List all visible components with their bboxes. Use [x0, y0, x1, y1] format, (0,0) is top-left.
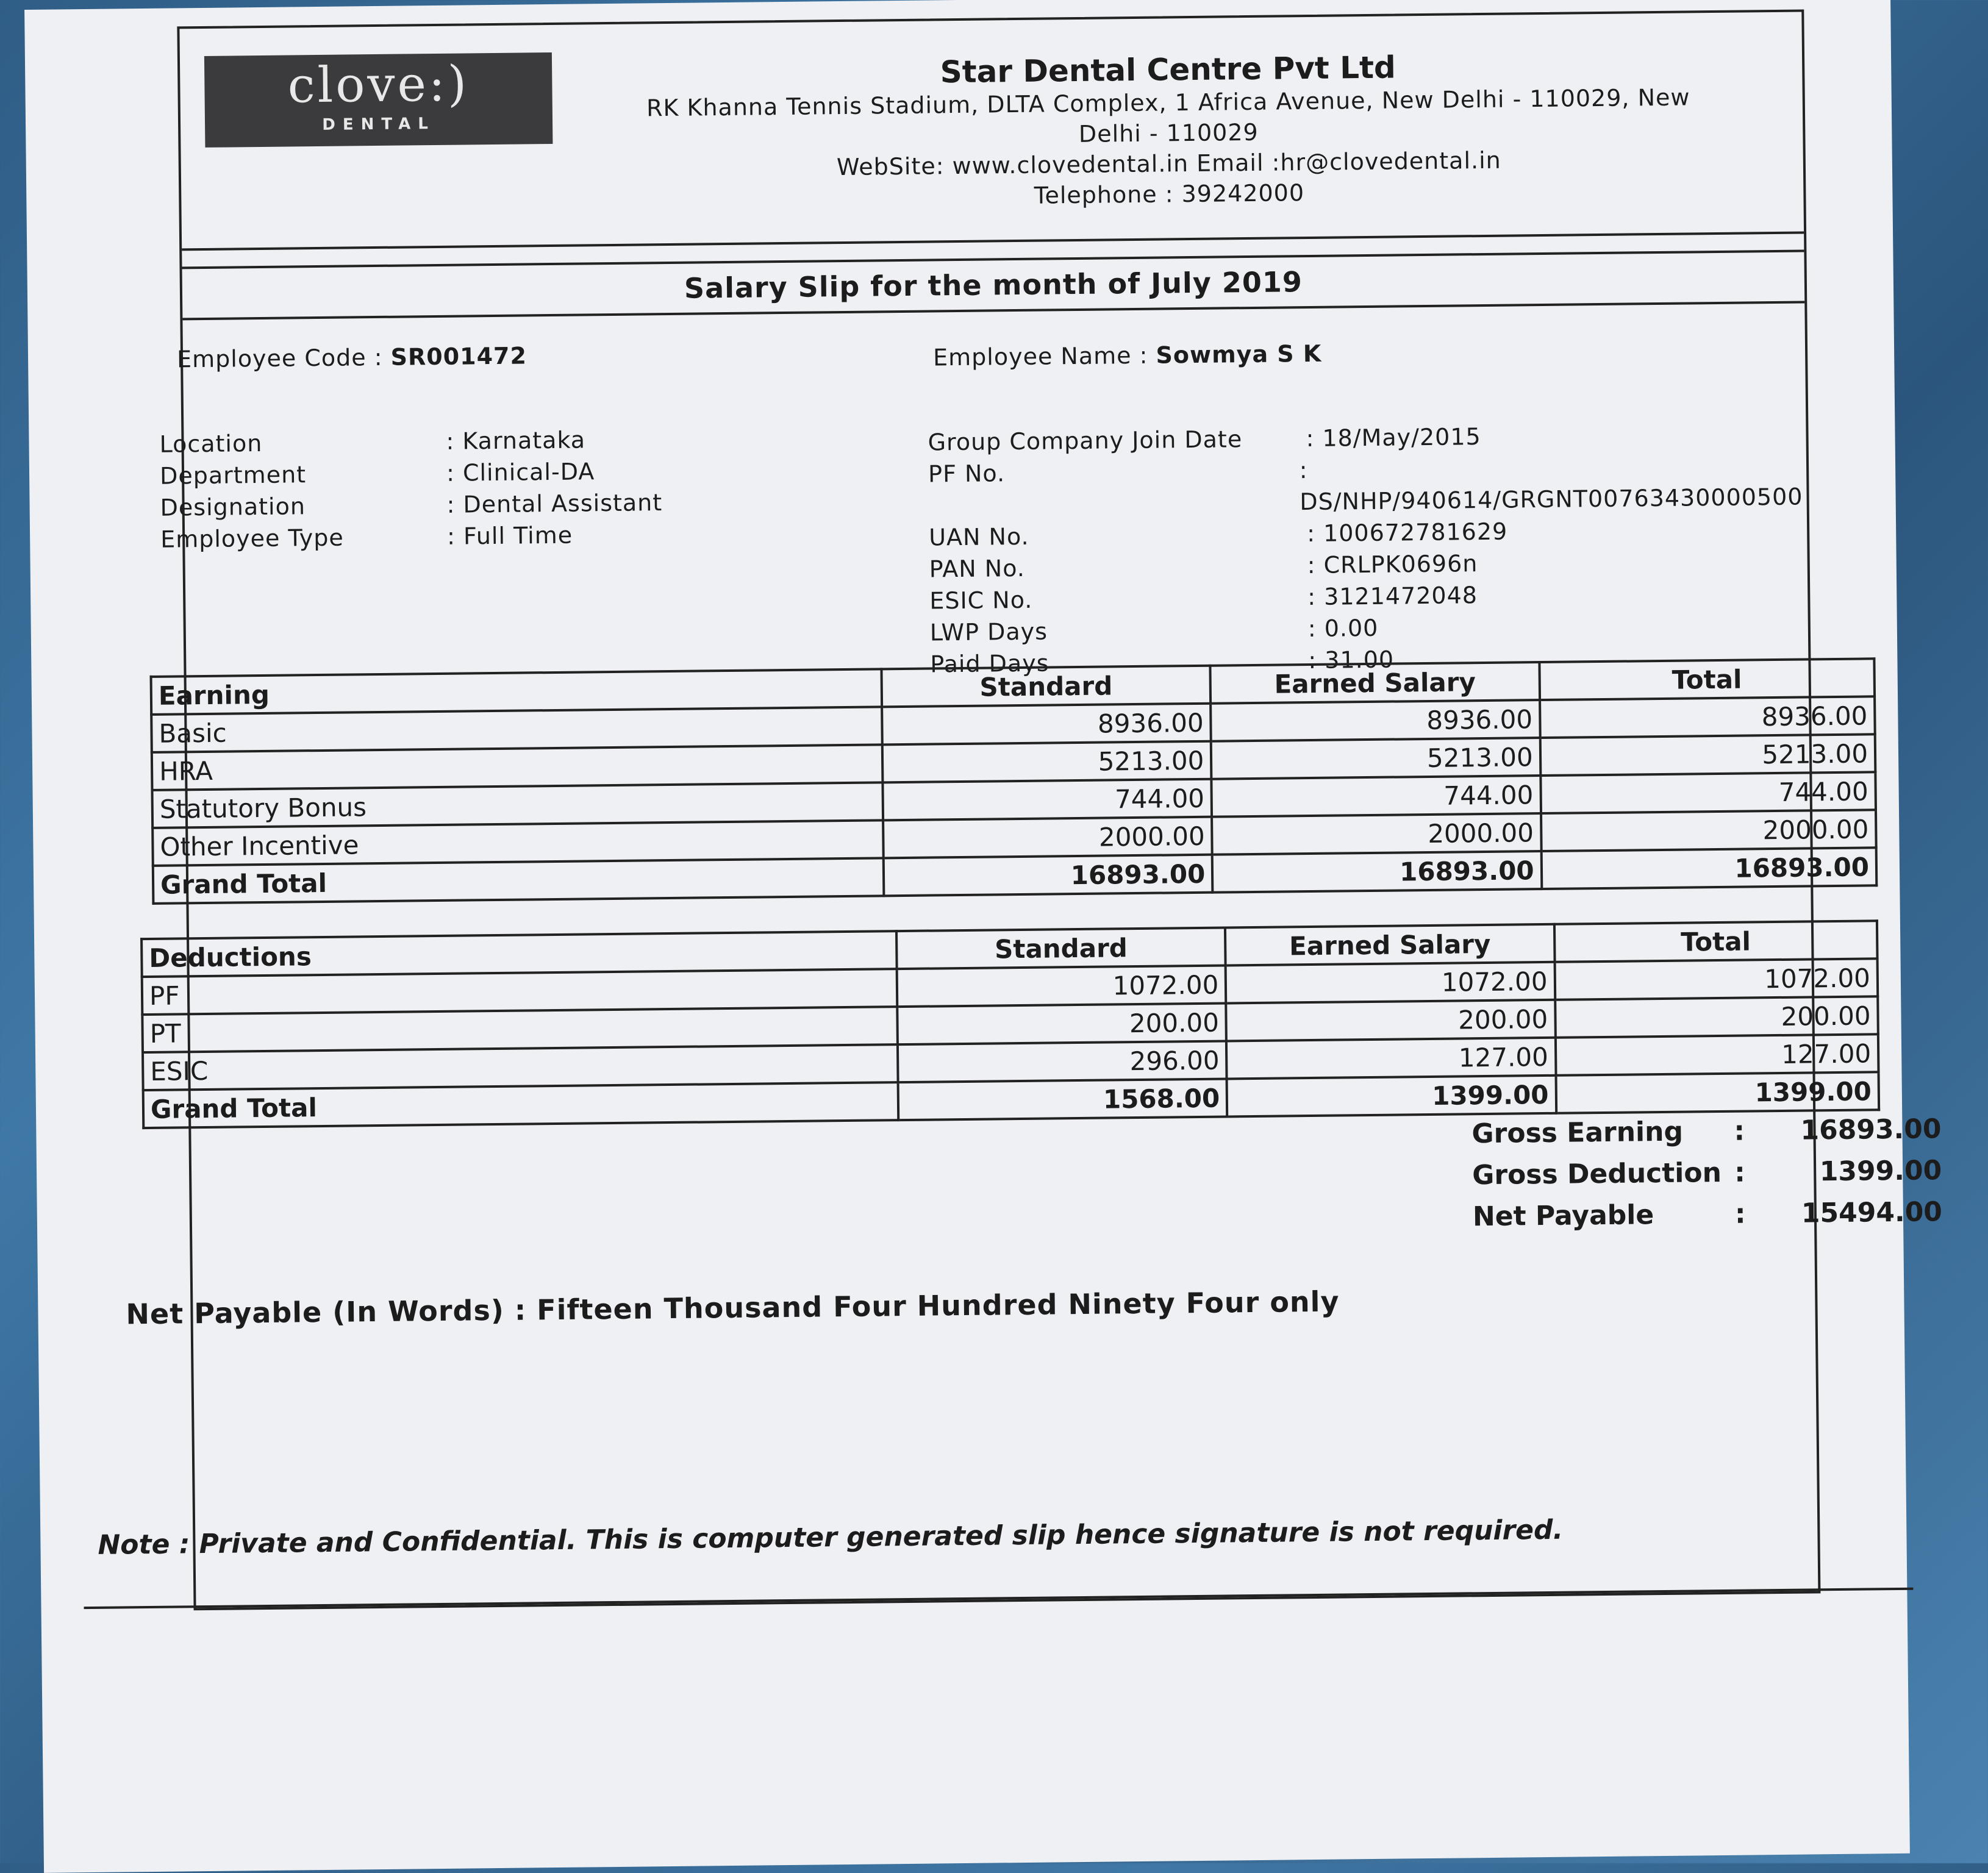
slip-title: Salary Slip for the month of July 2019 — [684, 265, 1303, 305]
table-header: Total — [1539, 658, 1875, 700]
employee-code-label: Employee Code : — [176, 343, 383, 373]
salary-slip-paper — [24, 0, 1943, 1873]
summary-label: Net Payable — [1472, 1199, 1654, 1232]
detail-label: UAN No. — [928, 523, 1029, 551]
table-header: Total — [1554, 921, 1878, 962]
table-cell: 2000.00 — [883, 817, 1212, 858]
table-cell: Basic — [151, 707, 882, 752]
table-header: Standard — [881, 666, 1210, 707]
company-info — [570, 46, 1767, 216]
company-address-line1: RK Khanna Tennis Stadium, DLTA Complex, 1 Africa Avenue, New Delhi - 110029, New — [646, 84, 1690, 122]
table-cell: 5213.00 — [1540, 734, 1875, 776]
table-cell: 16893.00 — [1541, 847, 1876, 889]
employee-details-left — [159, 423, 663, 555]
table-cell: 8936.00 — [882, 704, 1211, 745]
summary-colon: : — [1734, 1115, 1745, 1147]
summary-row — [1473, 1191, 1943, 1237]
logo-sub-text: DENTAL — [322, 114, 435, 134]
summary-label: Gross Earning — [1471, 1116, 1684, 1149]
employee-code — [177, 342, 527, 373]
table-cell: Grand Total — [153, 858, 884, 904]
table-cell: 1399.00 — [1227, 1076, 1556, 1117]
company-name: Star Dental Centre Pvt Ltd — [940, 49, 1396, 90]
table-header: Deductions — [141, 931, 897, 977]
table-header: Earned Salary — [1210, 662, 1540, 704]
table-cell: 1072.00 — [897, 965, 1226, 1007]
detail-label: PAN No. — [929, 554, 1026, 583]
table-cell: 16893.00 — [884, 855, 1213, 896]
company-web-email: WebSite: www.clovedental.in Email :hr@clovedental.in — [836, 146, 1501, 181]
table-cell: 16893.00 — [1212, 851, 1542, 893]
table-cell: 744.00 — [1212, 776, 1541, 817]
deductions-table — [140, 919, 1880, 1129]
summary-value: 16893.00 — [1800, 1113, 1942, 1146]
table-cell: 5213.00 — [1211, 738, 1540, 779]
net-payable-in-words: Net Payable (In Words) : Fifteen Thousand Four Hundred Ninety Four only — [126, 1285, 1340, 1331]
detail-label: PF No. — [928, 460, 1006, 488]
summary-row — [1472, 1149, 1942, 1196]
detail-value: : Clinical-DA — [446, 458, 595, 487]
employee-name — [933, 340, 1322, 371]
table-cell: Other Incentive — [152, 820, 883, 866]
table-cell: 8936.00 — [1210, 700, 1540, 741]
detail-row — [928, 449, 1810, 521]
detail-row — [160, 518, 663, 555]
detail-label: LWP Days — [929, 618, 1048, 646]
table-header: Standard — [896, 927, 1226, 969]
summary-value: 1399.00 — [1819, 1154, 1942, 1187]
detail-value: : DS/NHP/940614/GRGNT00763430000500 — [1299, 457, 1803, 516]
table-cell: ESIC — [143, 1044, 898, 1090]
detail-value: : 31.00 — [1308, 646, 1395, 674]
header-section — [179, 12, 1804, 251]
summary-label: Gross Deduction — [1471, 1157, 1722, 1191]
table-cell: HRA — [152, 744, 882, 790]
detail-value: : Full Time — [446, 521, 573, 550]
employee-name-value: Sowmya S K — [1156, 340, 1322, 369]
pay-summary — [1471, 1108, 1942, 1237]
detail-label: Department — [159, 461, 307, 490]
clove-dental-logo — [204, 52, 553, 148]
table-cell: 744.00 — [1540, 772, 1876, 813]
table-cell: 127.00 — [1556, 1034, 1879, 1076]
table-cell: 744.00 — [882, 779, 1212, 821]
logo-main-text: clove:) — [287, 55, 470, 114]
summary-value: 15494.00 — [1801, 1196, 1943, 1229]
table-cell: PT — [142, 1007, 898, 1052]
table-cell: 200.00 — [1226, 1000, 1556, 1041]
detail-label: Group Company Join Date — [928, 426, 1243, 456]
confidential-note: Note : Private and Confidential. This is computer generated slip hence signature is not required. — [98, 1514, 1564, 1561]
table-cell: 2000.00 — [1541, 810, 1876, 851]
table-cell: 127.00 — [1226, 1038, 1556, 1079]
detail-label: ESIC No. — [929, 586, 1033, 615]
employee-code-value: SR001472 — [390, 342, 527, 371]
detail-value: : CRLPK0696n — [1307, 550, 1478, 579]
table-cell: 1072.00 — [1226, 962, 1555, 1004]
detail-label: Employee Type — [160, 524, 344, 553]
table-cell: PF — [142, 969, 898, 1015]
detail-row — [160, 455, 662, 492]
detail-row — [160, 487, 662, 524]
detail-label: Paid Days — [930, 649, 1049, 678]
detail-row — [159, 423, 662, 460]
employee-name-label: Employee Name : — [932, 341, 1148, 371]
table-cell: 296.00 — [898, 1041, 1227, 1082]
table-cell: 2000.00 — [1212, 813, 1541, 855]
detail-label: Designation — [160, 493, 306, 521]
detail-value: : Karnataka — [446, 426, 586, 455]
summary-row — [1471, 1108, 1942, 1154]
table-header: Earning — [151, 669, 882, 715]
table-cell: 1072.00 — [1554, 958, 1878, 1000]
slip-title-bar — [182, 249, 1805, 320]
table-cell: 200.00 — [1555, 996, 1878, 1038]
company-address-line2: Delhi - 110029 — [1078, 118, 1259, 148]
table-cell: 8936.00 — [1540, 696, 1875, 738]
detail-value: : Dental Assistant — [446, 489, 663, 518]
detail-value: : 100672781629 — [1306, 518, 1508, 548]
table-cell: 5213.00 — [882, 741, 1212, 783]
detail-label: Location — [159, 429, 263, 458]
company-telephone: Telephone : 39242000 — [1034, 179, 1305, 209]
detail-value: : 3121472048 — [1307, 582, 1478, 611]
table-cell: 1399.00 — [1556, 1072, 1879, 1113]
summary-colon: : — [1734, 1198, 1746, 1230]
earnings-table — [150, 657, 1878, 905]
detail-value: : 0.00 — [1307, 614, 1379, 643]
table-cell: 200.00 — [897, 1003, 1226, 1044]
summary-colon: : — [1734, 1157, 1746, 1188]
slip-frame — [98, 9, 1943, 1610]
table-header: Earned Salary — [1225, 924, 1554, 966]
table-cell: 1568.00 — [898, 1079, 1228, 1120]
employee-details-right — [928, 417, 1811, 680]
table-cell: Grand Total — [143, 1082, 899, 1128]
detail-value: : 18/May/2015 — [1306, 423, 1481, 452]
table-cell: Statutory Bonus — [152, 782, 882, 828]
